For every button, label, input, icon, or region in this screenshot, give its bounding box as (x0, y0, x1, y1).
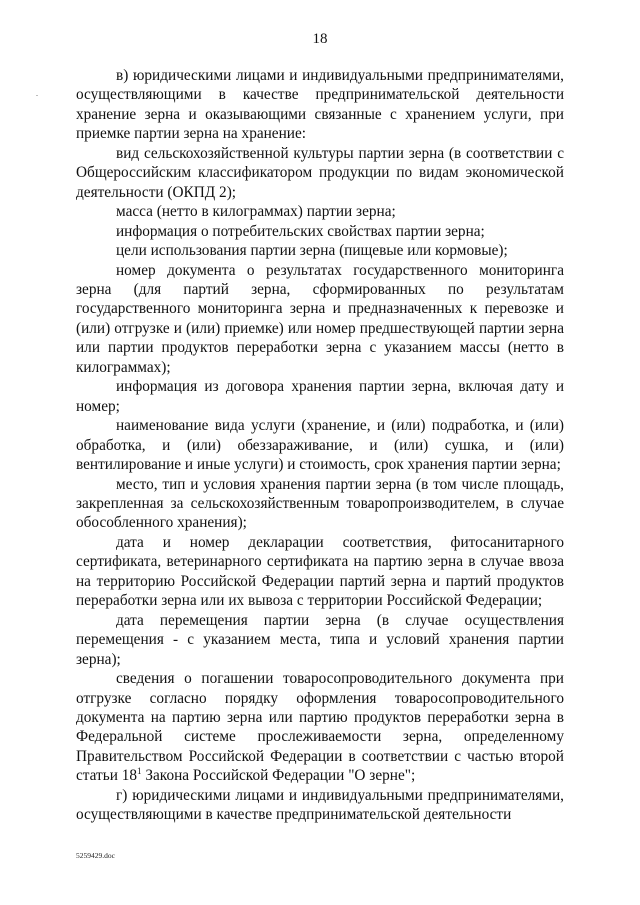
paragraph-v-intro: в) юридическими лицами и индивидуальными предпринимателями, осуществляющими в качестве предпринимательской деятельности хранение зерна и оказывающими связанные с хранением услуги, при приемке партии зерна на хранение: (76, 67, 564, 143)
paragraph-service-type: наименование вида услуги (хранение, и (или) подработка, и (или) обработка, и (или) обеззараживание, и (или) сушка, и (или) вентилирование и иные услуги) и стоимость, срок хранения партии зерна; (76, 417, 564, 474)
page-number: 18 (312, 31, 328, 47)
article-superscript: 1 (137, 766, 142, 777)
margin-mark (36, 95, 38, 96)
paragraph-monitoring-document: номер документа о результатах государственного мониторинга зерна (для партий зерна, сформированных по результатам государственного мониторинга зерна и предназначенных к перевозке и (или) отгрузке и (или) приемке) или номер предшествующей партии зерна или партии продуктов переработки зерна с указанием массы (нетто в килограммах); (76, 261, 564, 376)
paragraph-movement-date: дата перемещения партии зерна (в случае осуществления перемещения - с указанием места, типа и условий хранения партии зерна); (76, 611, 564, 668)
redemption-text-end: Закона Российской Федерации "О зерне"; (141, 767, 416, 785)
paragraph-usage-purpose: цели использования партии зерна (пищевые или кормовые); (116, 242, 508, 260)
redemption-text: сведения о погашении товаросопроводительного документа при отгрузке согласно порядку оформления товаросопроводительного документа на партию зерна или партию продуктов переработки зерна в Федеральной системе прослеживаемости зерна, определенному Правительством Российской Федерации в соответствии с частью второй статьи 18 (76, 670, 564, 785)
paragraph-storage-contract: информация из договора хранения партии зерна, включая дату и номер; (76, 378, 564, 415)
file-name-footer: 5259429.doc (76, 851, 115, 860)
paragraph-document-redemption (76, 669, 564, 786)
document-body (76, 66, 564, 825)
paragraph-storage-place: место, тип и условия хранения партии зерна (в том числе площадь, закрепленная за сельскохозяйственным товаропроизводителем, в случае обособленного хранения); (76, 475, 564, 532)
paragraph-g-intro: г) юридическими лицами и индивидуальными предпринимателями, осуществляющими в качестве предпринимательской деятельности (76, 786, 564, 824)
paragraph-crop-type: вид сельскохозяйственной культуры партии зерна (в соответствии с Общероссийским классификатором продукции по видам экономической деятельности (ОКПД 2); (76, 144, 564, 201)
paragraph-consumer-properties: информация о потребительских свойствах партии зерна; (116, 222, 485, 240)
paragraph-declaration: дата и номер декларации соответствия, фитосанитарного сертификата, ветеринарного сертификата на партию зерна в случае ввоза на территорию Российской Федерации партий зерна и партий продуктов переработки зерна или их вывоза с территории Российской Федерации; (76, 533, 564, 610)
paragraph-mass: масса (нетто в килограммах) партии зерна; (116, 203, 396, 221)
